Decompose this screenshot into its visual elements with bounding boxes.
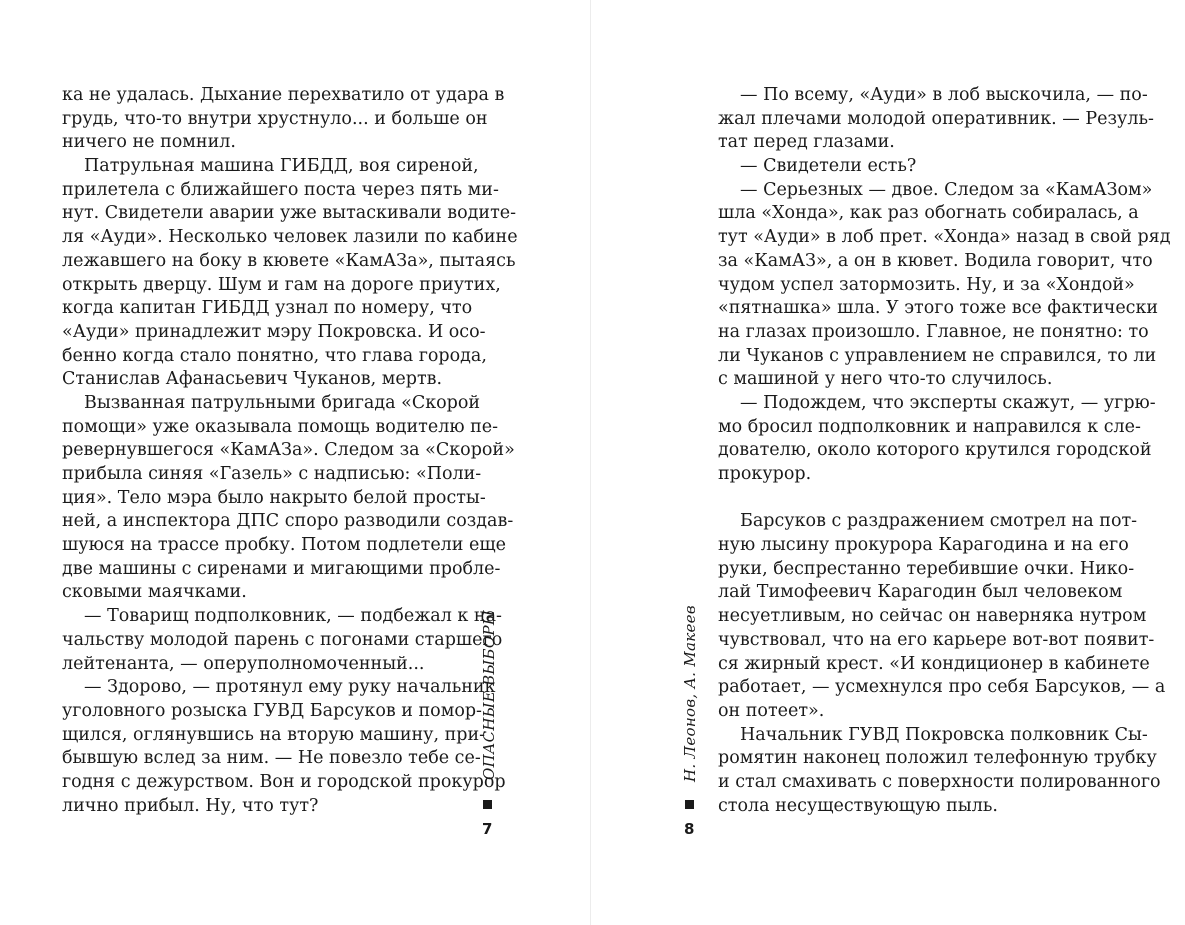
page-marker-square <box>483 800 492 809</box>
text-line: — Серьезных — двое. Следом за «КамАЗом» <box>740 179 1153 200</box>
page-number: 7 <box>482 820 493 838</box>
text-line: руки, беспрестанно теребившие очки. Нико- <box>718 558 1135 579</box>
text-line: — Подождем, что эксперты скажут, — угрю- <box>740 392 1156 413</box>
text-line: бенно когда стало понятно, что глава города, <box>62 345 487 366</box>
text-line: уголовного розыска ГУВД Барсуков и помор- <box>62 700 482 721</box>
running-title-authors: Н. Леонов, А. Макеев <box>681 605 699 782</box>
text-line: две машины с сиренами и мигающими пробле- <box>62 558 501 579</box>
text-line: жал плечами молодой оперативник. — Резуль- <box>718 108 1154 129</box>
text-line: за «КамАЗ», а он в кювет. Водила говорит, что <box>718 250 1153 271</box>
text-line: работает, — усмехнулся про себя Барсуков, — а <box>718 677 1166 698</box>
text-line: — По всему, «Ауди» в лоб выскочила, — по- <box>740 85 1148 105</box>
text-line: ля «Ауди». Несколько человек лазили по кабине <box>62 227 518 248</box>
text-line: и стал смахивать с поверхности полированного <box>718 771 1161 792</box>
page-number: 8 <box>684 820 695 838</box>
text-line: Начальник ГУВД Покровска полковник Сы- <box>740 724 1148 745</box>
left-page <box>0 0 590 925</box>
text-line: щился, оглянувшись на вторую машину, при- <box>62 724 486 745</box>
text-line: ней, а инспектора ДПС споро разводили создав- <box>62 511 514 532</box>
text-line: ция». Тело мэра было накрыто белой просты- <box>62 487 486 508</box>
text-line: шуюся на трассе пробку. Потом подлетели еще <box>62 535 507 556</box>
text-line: — Товарищ подполковник, — подбежал к на- <box>84 606 502 627</box>
section-break <box>718 487 1119 511</box>
text-line: чудом успел затормозить. Ну, и за «Хондой» <box>718 274 1135 295</box>
text-line: лично прибыл. Ну, что тут? <box>62 795 319 816</box>
text-line: дователю, около которого крутился городской <box>718 440 1152 461</box>
text-line: ревернувшегося «КамАЗа». Следом за «Скорой» <box>62 440 515 461</box>
text-line: Патрульная машина ГИБДД, воя сиреной, <box>84 156 479 177</box>
text-line: прибыла синяя «Газель» с надписью: «Поли- <box>62 464 482 484</box>
text-line: помощи» уже оказывала помощь водителю пе- <box>62 416 499 437</box>
text-line: открыть дверцу. Шум и гам на дороге приутих, <box>62 274 501 295</box>
text-line: тут «Ауди» в лоб прет. «Хонда» назад в свой ряд <box>718 227 1171 248</box>
text-line: нут. Свидетели аварии уже вытаскивали водите- <box>62 203 517 224</box>
text-line: лай Тимофеевич Карагодин был человеком <box>718 582 1123 603</box>
text-line: шла «Хонда», как раз обогнать собиралась, а <box>718 203 1139 224</box>
text-line: бывшую вслед за ним. — Не повезло тебе се- <box>62 748 481 769</box>
text-line: лейтенанта, — оперуполномоченный... <box>62 653 425 674</box>
text-line: лежавшего на боку в кювете «КамАЗа», пытаясь <box>62 250 516 271</box>
text-line: ную лысину прокурора Карагодина и на его <box>718 535 1129 556</box>
right-page-text <box>718 84 1171 818</box>
text-line: чувствовал, что на его карьере вот-вот появит- <box>718 629 1155 650</box>
text-line: стола несуществующую пыль. <box>718 795 998 816</box>
text-line: — Здорово, — протянул ему руку начальник <box>84 677 496 698</box>
text-line: грудь, что-то внутри хрустнуло... и больше он <box>62 108 488 129</box>
text-line: на глазах произошло. Главное, не понятно: то <box>718 321 1149 342</box>
text-line: чальству молодой парень с погонами старшего <box>62 629 503 650</box>
text-line: ся жирный крест. «И кондиционер в кабинете <box>718 653 1150 674</box>
text-line: сковыми маячками. <box>62 582 247 603</box>
text-line: прилетела с ближайшего поста через пять ми- <box>62 179 499 200</box>
text-line: когда капитан ГИБДД узнал по номеру, что <box>62 298 473 319</box>
text-line: мо бросил подполковник и направился к сле- <box>718 416 1141 437</box>
text-line: ничего не помнил. <box>62 132 236 153</box>
text-line: несуетливым, но сейчас он наверняка нутром <box>718 606 1147 627</box>
text-line: «пятнашка» шла. У этого тоже все фактически <box>718 298 1159 319</box>
text-line: «Ауди» принадлежит мэру Покровска. И осо- <box>62 321 486 342</box>
running-title-book-name: ОПАСНЫЕ ВЫБОРЫ <box>480 610 498 780</box>
text-line: Станислав Афанасьевич Чуканов, мертв. <box>62 369 443 390</box>
page-marker-square <box>685 800 694 809</box>
text-line: тат перед глазами. <box>718 132 895 153</box>
text-line: — Свидетели есть? <box>740 156 917 177</box>
text-line: Вызванная патрульными бригада «Скорой <box>84 392 481 413</box>
text-line: ромятин наконец положил телефонную трубку <box>718 748 1157 769</box>
text-line: годня с дежурством. Вон и городской прокурор <box>62 771 506 792</box>
text-line: с машиной у него что-то случилось. <box>718 369 1053 390</box>
text-line: ка не удалась. Дыхание перехватило от удара в <box>62 85 505 105</box>
text-line: Барсуков с раздражением смотрел на пот- <box>740 511 1138 532</box>
text-line: он потеет». <box>718 700 825 721</box>
text-line: ли Чуканов с управлением не справился, то ли <box>718 345 1157 366</box>
right-page <box>591 0 1185 925</box>
text-line: прокурор. <box>718 464 812 484</box>
